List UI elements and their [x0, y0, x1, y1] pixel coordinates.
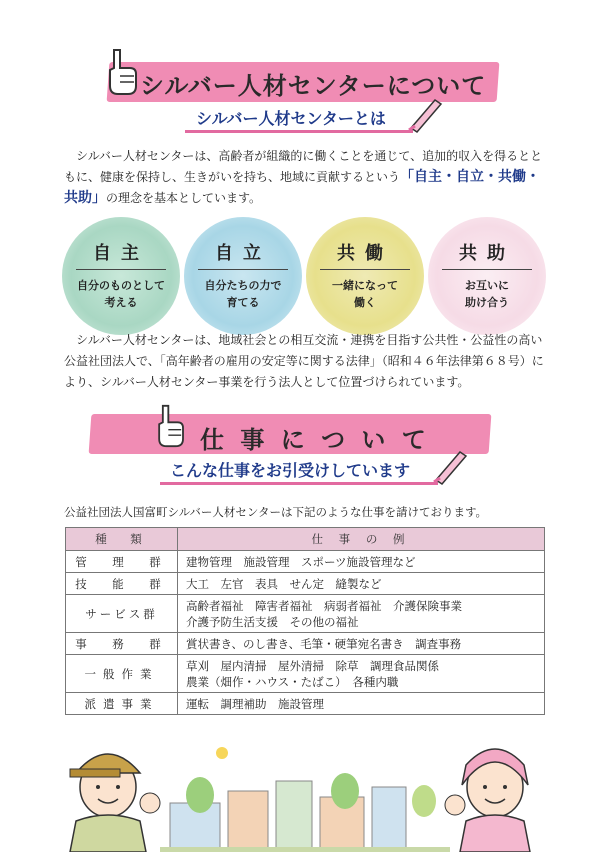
- principle-divider: [442, 269, 532, 270]
- row-examples: 高齢者福祉 障害者福祉 病弱者福祉 介護保険事業 介護予防生活支援 その他の福祉: [178, 595, 545, 633]
- principle-circle-kyojo: [428, 217, 546, 335]
- row-category: 事 務 群: [66, 633, 178, 655]
- brush-icon: [430, 446, 470, 486]
- table-row: [66, 595, 545, 633]
- man-with-cap-illustration: [70, 754, 160, 852]
- row-examples: 運転 調理補助 施設管理: [178, 693, 545, 715]
- woman-with-headscarf-illustration: [445, 749, 530, 852]
- row-category: 管 理 群: [66, 551, 178, 573]
- row-examples: 大工 左官 表具 せん定 縫製など: [178, 573, 545, 595]
- town-buildings-illustration: [160, 747, 450, 852]
- brush-icon: [405, 94, 445, 134]
- bottom-illustration: [0, 725, 603, 852]
- section1-paragraph1: [64, 146, 548, 209]
- principle-word: 自立: [215, 243, 271, 264]
- pointing-hand-icon: [150, 402, 194, 450]
- row-examples: 賞状書き、のし書き、毛筆・硬筆宛名書き 調査事務: [178, 633, 545, 655]
- principle-word: 共助: [459, 243, 515, 264]
- table-row: [66, 573, 545, 595]
- principles-highlight: 「自主・自立・共働・共助」: [64, 169, 541, 206]
- principle-word: 自主: [93, 243, 149, 264]
- table-row: [66, 693, 545, 715]
- jobs-table: [65, 527, 545, 715]
- principle-circle-jishu: [62, 217, 180, 335]
- row-examples: 草刈 屋内清掃 屋外清掃 除草 調理食品関係 農業（畑作・ハウス・たばこ） 各種内職: [178, 655, 545, 693]
- table-row: [66, 655, 545, 693]
- principle-circle-jiritsu: [184, 217, 302, 335]
- row-category: 一般作業: [66, 655, 178, 693]
- row-examples: 建物管理 施設管理 スポーツ施設管理など: [178, 551, 545, 573]
- row-category: 技 能 群: [66, 573, 178, 595]
- section2-title: 仕 事 に つ い て: [200, 426, 430, 454]
- principle-divider: [320, 269, 410, 270]
- principle-divider: [76, 269, 166, 270]
- section1-paragraph2: シルバー人材センターは、地域社会との相互交流・連携を目指す公共性・公益性の高い公益社団法人で、「高年齢者の雇用の安定等に関する法律」（昭和４６年法律第６８号）により、シルバー人材センター事業を行う法人として位置づけられています。: [64, 333, 544, 389]
- paragraph1-text-a: シルバー人材センターは、高齢者が組織的に働くことを通じて、追加的収入を得るとともに、健康を保持し、生きがいを持ち、地域に貢献するという: [64, 149, 543, 184]
- principle-word: 共働: [337, 243, 393, 264]
- table-row: [66, 551, 545, 573]
- principle-desc: 自分たちの力で 育てる: [204, 279, 282, 309]
- header-category: 種 類: [66, 528, 178, 551]
- principle-desc: 一緒になって 働く: [332, 279, 398, 309]
- principle-desc: 自分のものとして 考える: [77, 279, 165, 309]
- principle-circle-kyodo: [306, 217, 424, 335]
- principle-divider: [198, 269, 288, 270]
- table-row: [66, 633, 545, 655]
- section1-title: シルバー人材センターについて: [140, 72, 487, 100]
- header-examples: 仕 事 の 例: [178, 528, 545, 551]
- section2-subtitle: こんな仕事をお引受けしています: [170, 461, 411, 480]
- section1-subtitle-underline: [185, 130, 413, 133]
- paragraph1-text-b: の理念を基本としています。: [106, 191, 262, 205]
- principle-desc: お互いに 助け合う: [465, 279, 509, 309]
- section1-subtitle: シルバー人材センターとは: [196, 109, 386, 128]
- row-category: 派遣事業: [66, 693, 178, 715]
- section2-intro: 公益社団法人国富町シルバー人材センターは下記のような仕事を請けております。: [64, 505, 488, 519]
- row-category: サービス群: [66, 595, 178, 633]
- section2-subtitle-underline: [160, 482, 438, 485]
- table-header-row: [66, 528, 545, 551]
